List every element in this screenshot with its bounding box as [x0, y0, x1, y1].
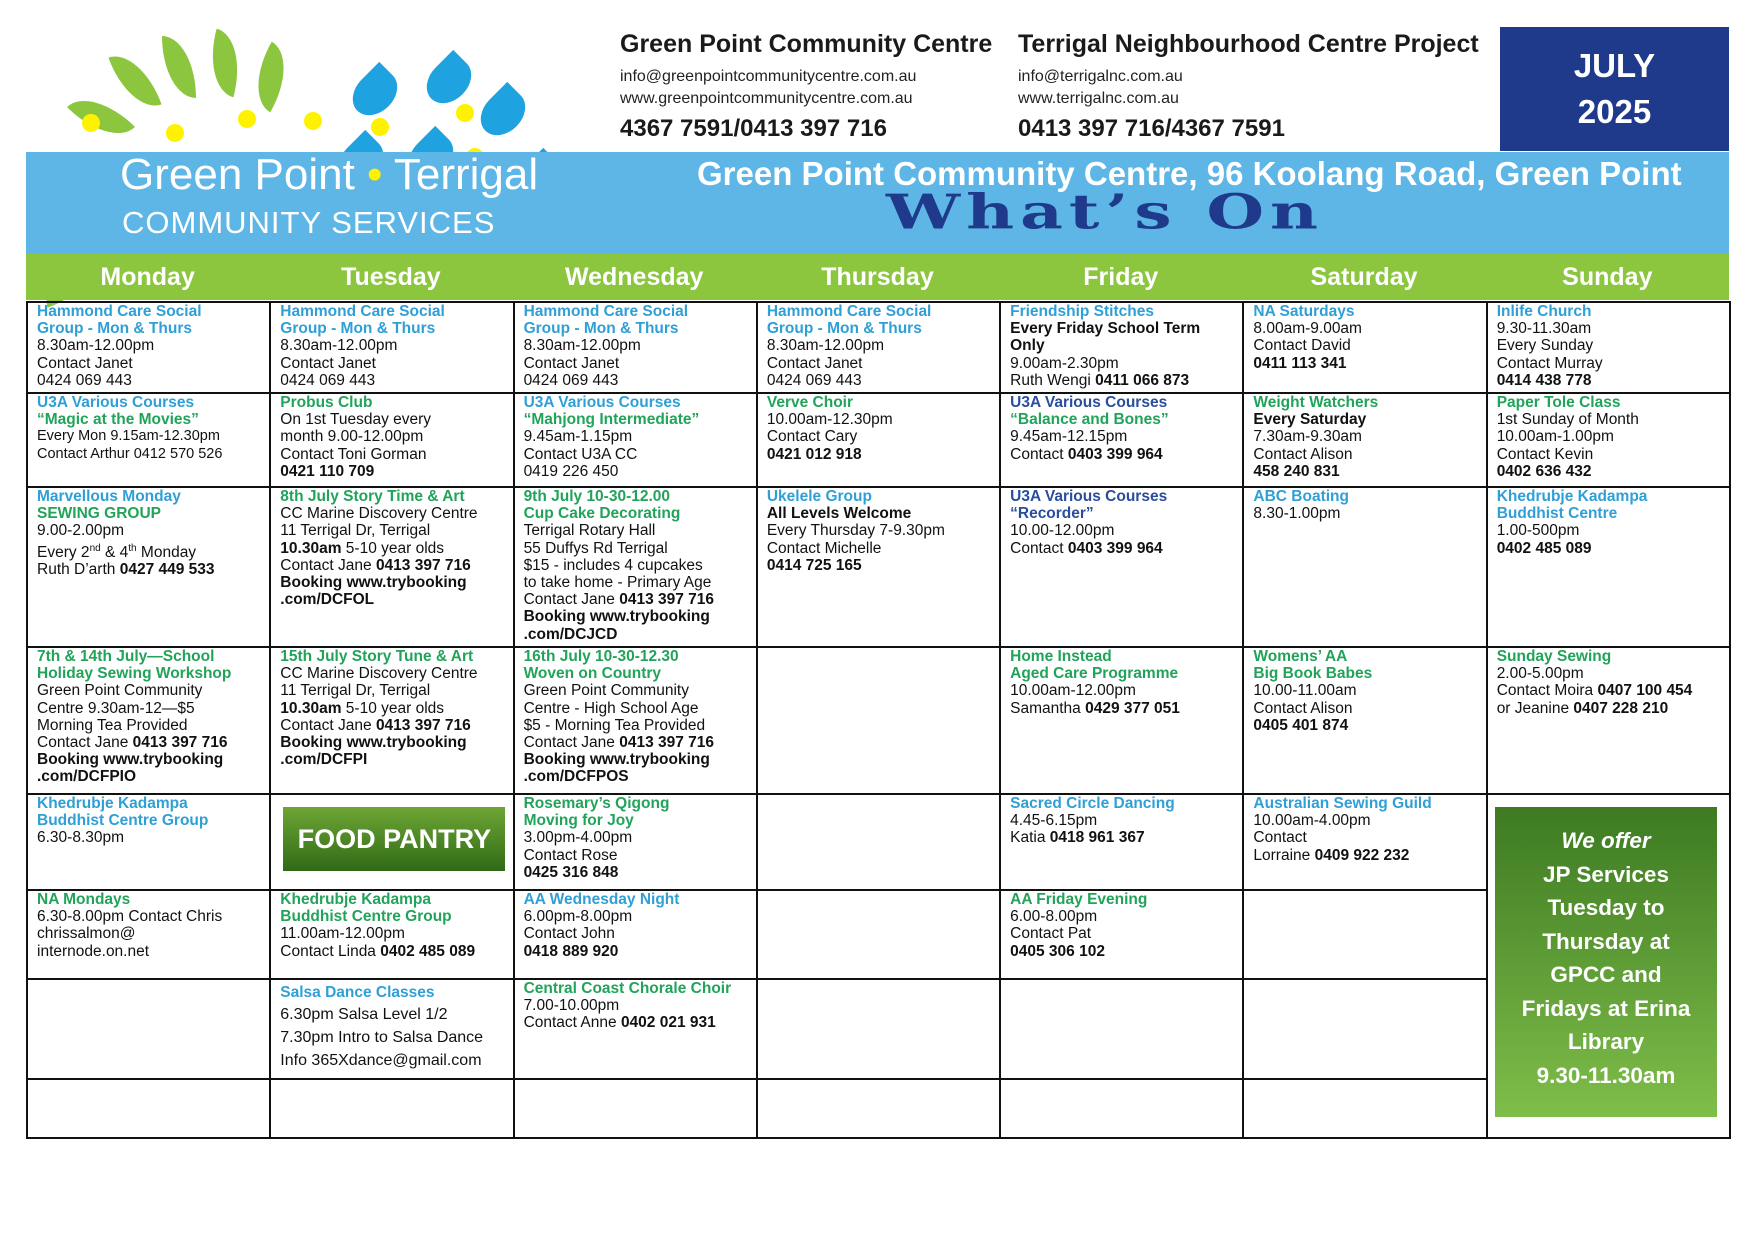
- brand-name: Green Point • Terrigal: [120, 150, 539, 199]
- empty-cell: [757, 890, 1000, 979]
- event-marvellous-monday: Marvellous Monday SEWING GROUP 9.00-2.00pm Every 2nd & 4th Monday Ruth D’arth 0427 449 533: [27, 487, 270, 647]
- event-hammond-care-wed: Hammond Care Social Group - Mon & Thurs 8.30am-12.00pm Contact Janet 0424 069 443: [514, 302, 757, 393]
- empty-cell: [27, 1079, 270, 1138]
- event-title: 7th & 14th July—School: [37, 648, 215, 665]
- event-subtitle: “Magic at the Movies”: [37, 411, 199, 429]
- food-pantry-banner: FOOD PANTRY: [283, 807, 505, 871]
- schedule-row: [27, 979, 1730, 1079]
- event-title: Hammond Care Social: [523, 303, 689, 320]
- event-friendship-stitches: Friendship Stitches Every Friday School Term Only 9.00am-2.30pm Ruth Wengi 0411 066 873: [1000, 302, 1243, 393]
- event-u3a-balance-bones: U3A Various Courses “Balance and Bones” 9.45am-12.15pm Contact 0403 399 964: [1000, 393, 1243, 487]
- event-aa-friday: AA Friday Evening 6.00-8.00pm Contact Pat 0405 306 102: [1000, 890, 1243, 979]
- event-woven-on-country: 16th July 10-30-12.30 Woven on Country Green Point Community Centre - High School Age $5 - Morning Tea Provided Contact Jane 0413 397 716 Booking www.trybooking .com/DCFPOS: [514, 647, 757, 794]
- event-title: Weight Watchers: [1253, 394, 1379, 411]
- event-aa-wednesday: AA Wednesday Night 6.00pm-8.00pm Contact John 0418 889 920: [514, 890, 757, 979]
- event-title: Australian Sewing Guild: [1253, 795, 1432, 812]
- event-title: 16th July 10-30-12.30: [523, 648, 679, 665]
- event-story-time-art: 8th July Story Time & Art CC Marine Discovery Centre 11 Terrigal Dr, Terrigal 10.30am 5-10 year olds Contact Jane 0413 397 716 Booking www.trybooking .com/DCFOL: [270, 487, 513, 647]
- event-hammond-care-thu: Hammond Care Social Group - Mon & Thurs 8.30am-12.00pm Contact Janet 0424 069 443: [757, 302, 1000, 393]
- empty-cell: [270, 1079, 513, 1138]
- event-title: 9th July 10-30-12.00: [523, 488, 671, 505]
- event-na-saturdays: NA Saturdays 8.00am-9.00am Contact David 0411 113 341: [1243, 302, 1486, 393]
- event-title: Womens’ AA: [1253, 648, 1348, 665]
- schedule-grid: [26, 301, 1731, 1139]
- day-friday: Friday: [1083, 263, 1159, 291]
- event-title: Woven on Country: [523, 665, 662, 683]
- event-title: Group - Mon & Thurs: [523, 320, 679, 338]
- event-title: Probus Club: [280, 394, 373, 411]
- event-title: Khedrubje Kadampa: [37, 795, 188, 812]
- day-monday: Monday: [100, 263, 195, 291]
- event-title: Paper Tole Class: [1496, 394, 1621, 411]
- event-title: U3A Various Courses: [37, 394, 195, 411]
- event-buddhist-centre-mon: Khedrubje Kadampa Buddhist Centre Group 6.30-8.30pm: [27, 794, 270, 890]
- event-title: Moving for Joy: [523, 812, 634, 830]
- event-title: SEWING GROUP: [37, 505, 162, 523]
- event-title: Aged Care Programme: [1010, 665, 1179, 683]
- event-probus-club: Probus Club On 1st Tuesday every month 9.00-12.00pm Contact Toni Gorman 0421 110 709: [270, 393, 513, 487]
- schedule-row: [27, 1079, 1730, 1138]
- event-title: 8th July Story Time & Art: [280, 488, 465, 505]
- event-title: Khedrubje Kadampa: [1496, 488, 1648, 505]
- event-title: Friendship Stitches: [1010, 303, 1154, 320]
- org-email-terrigal[interactable]: info@terrigalnc.com.au: [1018, 68, 1183, 85]
- jp-services-panel: We offer JP Services Tuesday to Thursday at GPCC and Fridays at Erina Library 9.30-11.30am: [1495, 807, 1717, 1117]
- venue-address: Green Point Community Centre, 96 Koolang Road, Green Point: [697, 155, 1682, 192]
- event-story-tune-art: 15th July Story Tune & Art CC Marine Discovery Centre 11 Terrigal Dr, Terrigal 10.30am 5-10 year olds Contact Jane 0413 397 716 Booking www.trybooking .com/DCFPI: [270, 647, 513, 794]
- empty-cell: [1000, 979, 1243, 1079]
- event-title: Inlife Church: [1496, 303, 1592, 320]
- day-thursday: Thursday: [821, 263, 934, 291]
- food-pantry-cell: [270, 794, 513, 890]
- org-website-green-point[interactable]: www.greenpointcommunitycentre.com.au: [620, 90, 913, 107]
- event-hammond-care-mon: Hammond Care Social Group - Mon & Thurs 8.30am-12.00pm Contact Janet 0424 069 443: [27, 302, 270, 393]
- event-cupcake-decorating: 9th July 10-30-12.00 Cup Cake Decorating Terrigal Rotary Hall 55 Duffys Rd Terrigal $15 - includes 4 cupcakes to take home - Primary Age Contact Jane 0413 397 716 Booking www.trybooking .com/DCJCD: [514, 487, 757, 647]
- day-wednesday: Wednesday: [564, 263, 704, 291]
- event-title: Group - Mon & Thurs: [37, 320, 192, 338]
- event-title: Cup Cake Decorating: [523, 505, 681, 523]
- event-weight-watchers: Weight Watchers Every Saturday 7.30am-9.30am Contact Alison 458 240 831: [1243, 393, 1486, 487]
- event-subtitle: “Recorder”: [1010, 505, 1094, 523]
- org-phone-green-point: 4367 7591/0413 397 716: [620, 115, 887, 142]
- event-womens-aa: Womens’ AA Big Book Babes 10.00-11.00am Contact Alison 0405 401 874: [1243, 647, 1486, 794]
- event-home-instead: Home Instead Aged Care Programme 10.00am-12.00pm Samantha 0429 377 051: [1000, 647, 1243, 794]
- brand-subtitle: COMMUNITY SERVICES: [122, 205, 496, 240]
- event-title: Central Coast Chorale Choir: [523, 980, 732, 997]
- event-u3a-recorder: U3A Various Courses “Recorder” 10.00-12.00pm Contact 0403 399 964: [1000, 487, 1243, 647]
- schedule-row: [27, 794, 1730, 890]
- event-title: Buddhist Centre: [1496, 505, 1618, 523]
- schedule-row: [27, 302, 1730, 393]
- whats-on-title: What’s On: [886, 183, 1324, 240]
- day-header-row: [26, 254, 1729, 300]
- empty-cell: [757, 794, 1000, 890]
- org-website-terrigal[interactable]: www.terrigalnc.com.au: [1018, 90, 1179, 107]
- event-buddhist-centre-tue: Khedrubje Kadampa Buddhist Centre Group 11.00am-12.00pm Contact Linda 0402 485 089: [270, 890, 513, 979]
- event-na-mondays: NA Mondays 6.30-8.00pm Contact Chris chrissalmon@ internode.on.net: [27, 890, 270, 979]
- event-title: ABC Boating: [1253, 488, 1349, 505]
- event-title: Hammond Care Social: [766, 303, 932, 320]
- event-sunday-sewing: Sunday Sewing 2.00-5.00pm Contact Moira 0407 100 454 or Jeanine 0407 228 210: [1487, 647, 1730, 794]
- empty-cell: [757, 647, 1000, 794]
- event-title: Home Instead: [1010, 648, 1112, 665]
- event-u3a-mahjong: U3A Various Courses “Mahjong Intermediate” 9.45am-1.15pm Contact U3A CC 0419 226 450: [514, 393, 757, 487]
- event-inlife-church: Inlife Church 9.30-11.30am Every Sunday Contact Murray 0414 438 778: [1487, 302, 1730, 393]
- event-title: U3A Various Courses: [1010, 488, 1168, 505]
- event-title: AA Friday Evening: [1010, 891, 1148, 908]
- event-salsa-dance: Salsa Dance Classes 6.30pm Salsa Level 1/2 7.30pm Intro to Salsa Dance Info 365Xdance@gmail.com: [270, 979, 513, 1079]
- empty-cell: [1243, 890, 1486, 979]
- event-australian-sewing-guild: Australian Sewing Guild 10.00am-4.00pm Contact Lorraine 0409 922 232: [1243, 794, 1486, 890]
- event-title: Big Book Babes: [1253, 665, 1373, 683]
- event-title: Marvellous Monday: [37, 488, 181, 505]
- day-tuesday: Tuesday: [341, 263, 441, 291]
- org-email-green-point[interactable]: info@greenpointcommunitycentre.com.au: [620, 68, 917, 85]
- event-holiday-sewing-workshop: 7th & 14th July—School Holiday Sewing Workshop Green Point Community Centre 9.30am-12—$5 Morning Tea Provided Contact Jane 0413 397 716 Booking www.trybooking .com/DCFPIO: [27, 647, 270, 794]
- empty-cell: [27, 979, 270, 1079]
- event-title: U3A Various Courses: [1010, 394, 1168, 411]
- event-title: Hammond Care Social: [37, 303, 202, 320]
- event-title: 15th July Story Tune & Art: [280, 648, 474, 665]
- event-title: Salsa Dance Classes: [280, 984, 435, 1001]
- event-central-coast-chorale: Central Coast Chorale Choir 7.00-10.00pm Contact Anne 0402 021 931: [514, 979, 757, 1079]
- empty-cell: [757, 1079, 1000, 1138]
- empty-cell: [1243, 1079, 1486, 1138]
- event-title: Buddhist Centre Group: [37, 812, 209, 830]
- empty-cell: [1000, 1079, 1243, 1138]
- event-subtitle: “Balance and Bones”: [1010, 411, 1169, 429]
- event-verve-choir: Verve Choir 10.00am-12.30pm Contact Cary 0421 012 918: [757, 393, 1000, 487]
- month-badge: [1500, 27, 1729, 151]
- event-title: Ukelele Group: [766, 488, 872, 505]
- event-title: Group - Mon & Thurs: [280, 320, 436, 338]
- event-abc-boating: ABC Boating 8.30-1.00pm: [1243, 487, 1486, 647]
- org-name-green-point: Green Point Community Centre: [620, 30, 993, 58]
- empty-cell: [514, 1079, 757, 1138]
- event-title: Holiday Sewing Workshop: [37, 665, 232, 683]
- event-title: Sunday Sewing: [1496, 648, 1612, 665]
- month-label: JULY: [1573, 47, 1656, 84]
- org-phone-terrigal: 0413 397 716/4367 7591: [1018, 115, 1285, 142]
- event-title: NA Saturdays: [1253, 303, 1355, 320]
- event-ukelele-group: Ukelele Group All Levels Welcome Every Thursday 7-9.30pm Contact Michelle 0414 725 165: [757, 487, 1000, 647]
- schedule-row: [27, 647, 1730, 794]
- schedule-row: [27, 393, 1730, 487]
- day-sunday: Sunday: [1562, 263, 1653, 291]
- event-hammond-care-tue: Hammond Care Social Group - Mon & Thurs 8.30am-12.00pm Contact Janet 0424 069 443: [270, 302, 513, 393]
- event-title: AA Wednesday Night: [523, 891, 680, 908]
- event-title: Sacred Circle Dancing: [1010, 795, 1175, 812]
- event-sacred-circle-dancing: Sacred Circle Dancing 4.45-6.15pm Katia 0418 961 367: [1000, 794, 1243, 890]
- event-title: Verve Choir: [766, 394, 853, 411]
- org-name-terrigal: Terrigal Neighbourhood Centre Project: [1018, 30, 1479, 58]
- schedule-row: [27, 890, 1730, 979]
- event-title: Rosemary’s Qigong: [523, 795, 670, 812]
- year-label: 2025: [1577, 93, 1652, 130]
- event-title: Buddhist Centre Group: [280, 908, 452, 926]
- day-saturday: Saturday: [1310, 263, 1418, 291]
- event-qigong: Rosemary’s Qigong Moving for Joy 3.00pm-4.00pm Contact Rose 0425 316 848: [514, 794, 757, 890]
- event-title: NA Mondays: [37, 891, 131, 908]
- schedule-row: [27, 487, 1730, 647]
- event-title: U3A Various Courses: [523, 394, 681, 411]
- event-title: Hammond Care Social: [280, 303, 445, 320]
- event-paper-tole: Paper Tole Class 1st Sunday of Month 10.00am-1.00pm Contact Kevin 0402 636 432: [1487, 393, 1730, 487]
- event-u3a-magic-movies: U3A Various Courses “Magic at the Movies” Every Mon 9.15am-12.30pm Contact Arthur 0412 570 526: [27, 393, 270, 487]
- empty-cell: [1243, 979, 1486, 1079]
- event-buddhist-centre-sun: Khedrubje Kadampa Buddhist Centre 1.00-500pm 0402 485 089: [1487, 487, 1730, 647]
- event-title: Khedrubje Kadampa: [280, 891, 432, 908]
- empty-cell: [757, 979, 1000, 1079]
- event-subtitle: “Mahjong Intermediate”: [523, 411, 700, 429]
- event-title: Group - Mon & Thurs: [766, 320, 922, 338]
